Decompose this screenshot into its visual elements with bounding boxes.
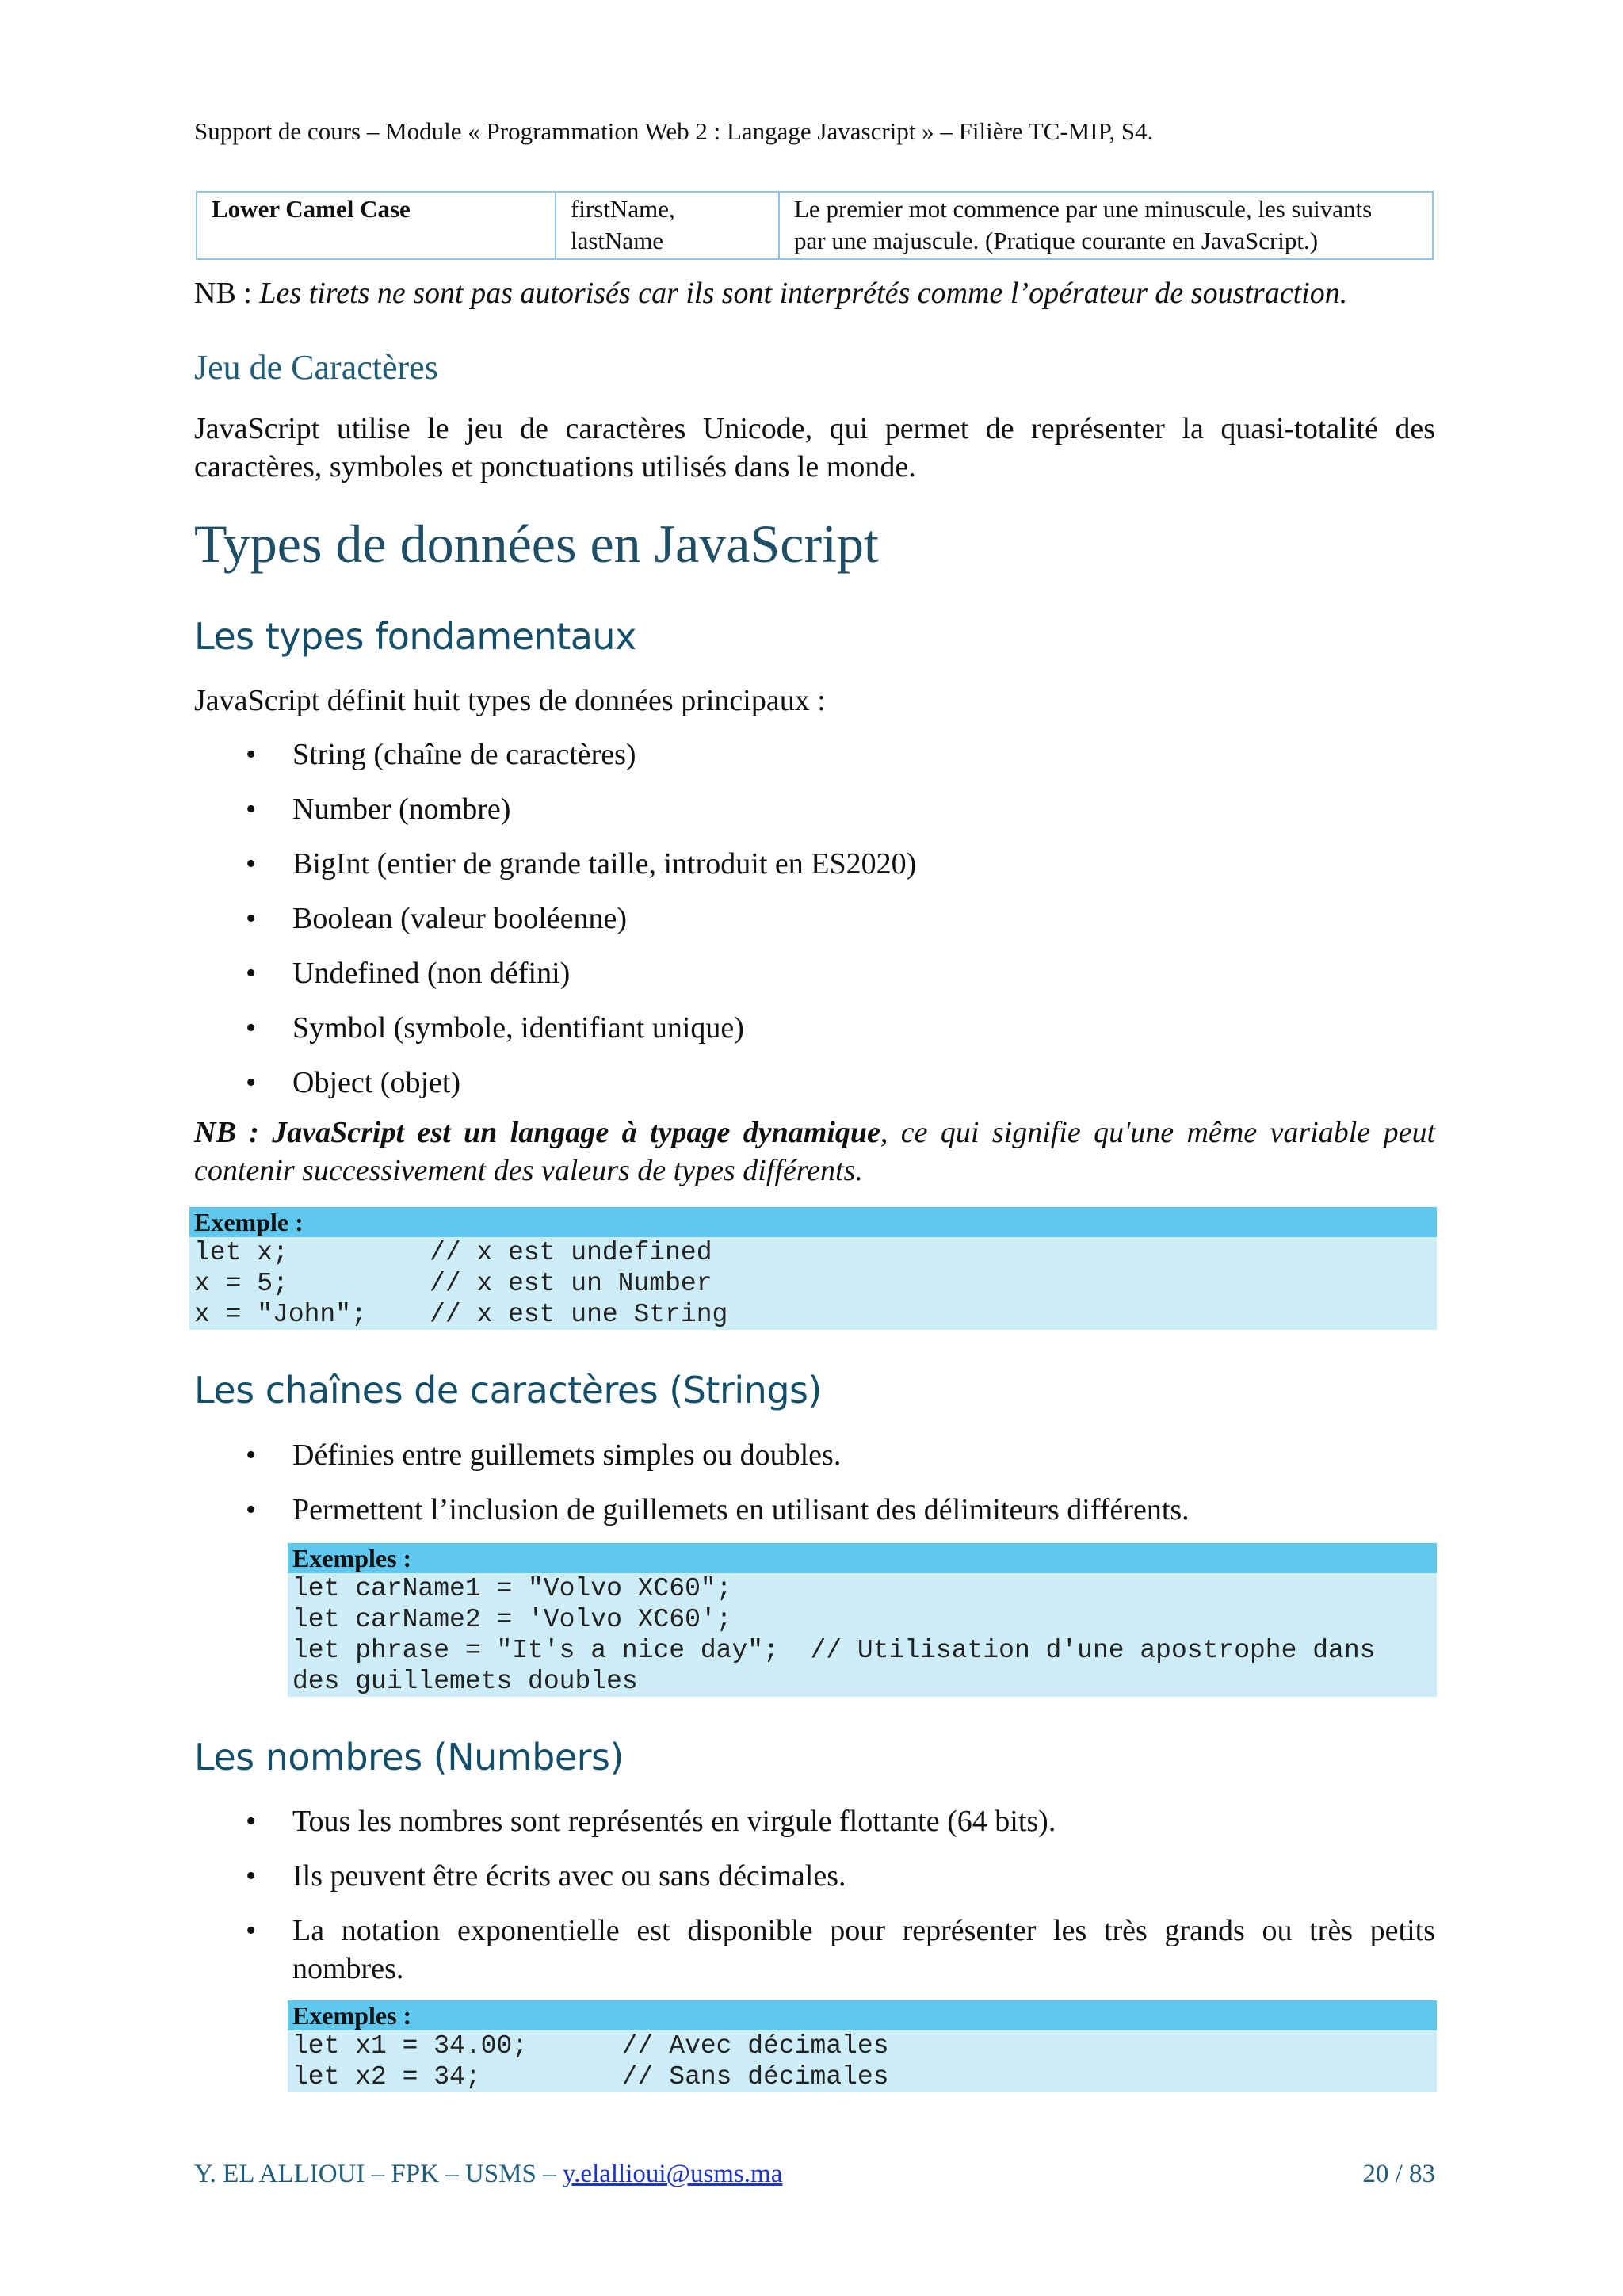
- bullet-icon: •: [246, 847, 257, 881]
- dynamic-typing-note: [194, 1114, 1435, 1190]
- note-hyphens: [194, 276, 1347, 311]
- list-item: • Symbol (symbole, identifiant unique): [194, 1009, 916, 1047]
- charset-heading: Jeu de Caractères: [194, 348, 438, 387]
- charset-paragraph: JavaScript utilise le jeu de caractères Unicode, qui permet de représenter la quasi-totalité des caractères, symboles et ponctuations utilisés dans le monde.: [194, 412, 1435, 483]
- bullet-icon: •: [246, 957, 257, 990]
- page-header: Support de cours – Module « Programmation Web 2 : Langage Javascript » – Filière TC-MIP, S4.: [194, 117, 1154, 145]
- list-item: • String (chaîne de caractères): [194, 735, 916, 774]
- code-title: Exemples :: [288, 1543, 1437, 1573]
- bullet-icon: •: [246, 1914, 257, 1947]
- code-title: Exemples :: [288, 2000, 1437, 2030]
- list-item: • Permettent l’inclusion de guillemets en utilisant des délimiteurs différents.: [194, 1491, 1190, 1529]
- description-line-1: Le premier mot commence par une minuscule, les suivants: [794, 195, 1373, 223]
- convention-name: Lower Camel Case: [197, 192, 556, 259]
- list-item: • Undefined (non défini): [194, 954, 916, 992]
- footer-author: Y. EL ALLIOUI – FPK – USMS –: [194, 2160, 563, 2188]
- bullet-icon: •: [246, 793, 257, 826]
- convention-description: [779, 192, 1433, 259]
- fundamentals-intro: JavaScript définit huit types de données principaux :: [194, 684, 826, 717]
- list-item: • Tous les nombres sont représentés en virgule flottante (64 bits).: [194, 1802, 1435, 1840]
- note-prefix: NB :: [194, 277, 260, 310]
- table-row: [197, 192, 1433, 259]
- list-item: • La notation exponentielle est disponible pour représenter les très grands ou très petits nombres.: [194, 1912, 1435, 1988]
- code-line: let carName2 = 'Volvo XC60';: [292, 1605, 732, 1634]
- numbers-list: [194, 1802, 1435, 1988]
- code-example-numbers: [288, 2000, 1437, 2092]
- bullet-icon: •: [246, 1011, 257, 1045]
- note-text: Les tirets ne sont pas autorisés car ils sont interprétés comme l’opérateur de soustraction.: [259, 277, 1348, 310]
- bullet-icon: •: [246, 1438, 257, 1472]
- note-bold: NB : JavaScript est un langage à typage dynamique: [194, 1116, 880, 1149]
- page-number: 20 / 83: [1362, 2160, 1435, 2188]
- list-item: • Object (objet): [194, 1064, 916, 1102]
- code-title: Exemple :: [189, 1207, 1437, 1237]
- list-item: • Définies entre guillemets simples ou doubles.: [194, 1436, 1190, 1474]
- list-item: • Ils peuvent être écrits avec ou sans décimales.: [194, 1857, 1435, 1895]
- code-example-types: [189, 1207, 1437, 1330]
- bullet-icon: •: [246, 1805, 257, 1838]
- convention-example: [556, 192, 779, 259]
- page-footer: [194, 2160, 1435, 2189]
- example-line-1: firstName,: [571, 195, 675, 223]
- bullet-icon: •: [246, 738, 257, 771]
- list-item: • Boolean (valeur booléenne): [194, 900, 916, 938]
- list-item: • Number (nombre): [194, 790, 916, 828]
- list-item: • BigInt (entier de grande taille, introduit en ES2020): [194, 845, 916, 883]
- section-title: Types de données en JavaScript: [194, 514, 879, 574]
- code-line: des guillemets doubles: [292, 1667, 638, 1696]
- code-line: let x2 = 34; // Sans décimales: [292, 2062, 889, 2092]
- bullet-icon: •: [246, 1493, 257, 1526]
- bullet-icon: •: [246, 902, 257, 935]
- code-line: let phrase = "It's a nice day"; // Utilisation d'une apostrophe dans: [292, 1636, 1376, 1665]
- footer-email-link[interactable]: y.elallioui@usms.ma: [562, 2160, 783, 2188]
- strings-list: [194, 1436, 1190, 1529]
- code-line: let x; // x est undefined: [194, 1238, 712, 1267]
- code-line: let x1 = 34.00; // Avec décimales: [292, 2031, 889, 2061]
- code-line: x = 5; // x est un Number: [194, 1269, 712, 1298]
- naming-convention-table: [196, 191, 1434, 260]
- code-line: let carName1 = "Volvo XC60";: [292, 1574, 732, 1603]
- bullet-icon: •: [246, 1066, 257, 1099]
- numbers-heading: Les nombres (Numbers): [194, 1736, 624, 1778]
- description-line-2: par une majuscule. (Pratique courante en JavaScript.): [794, 227, 1319, 254]
- example-line-2: lastName: [571, 227, 664, 254]
- strings-heading: Les chaînes de caractères (Strings): [194, 1369, 822, 1412]
- code-line: x = "John"; // x est une String: [194, 1300, 728, 1329]
- fundamentals-heading: Les types fondamentaux: [194, 615, 636, 658]
- types-list: [194, 735, 916, 1102]
- code-example-strings: [288, 1543, 1437, 1697]
- bullet-icon: •: [246, 1859, 257, 1893]
- note-rest: , ce qui signifie qu'une même variable peut contenir successivement des valeurs de types différents.: [194, 1116, 1435, 1187]
